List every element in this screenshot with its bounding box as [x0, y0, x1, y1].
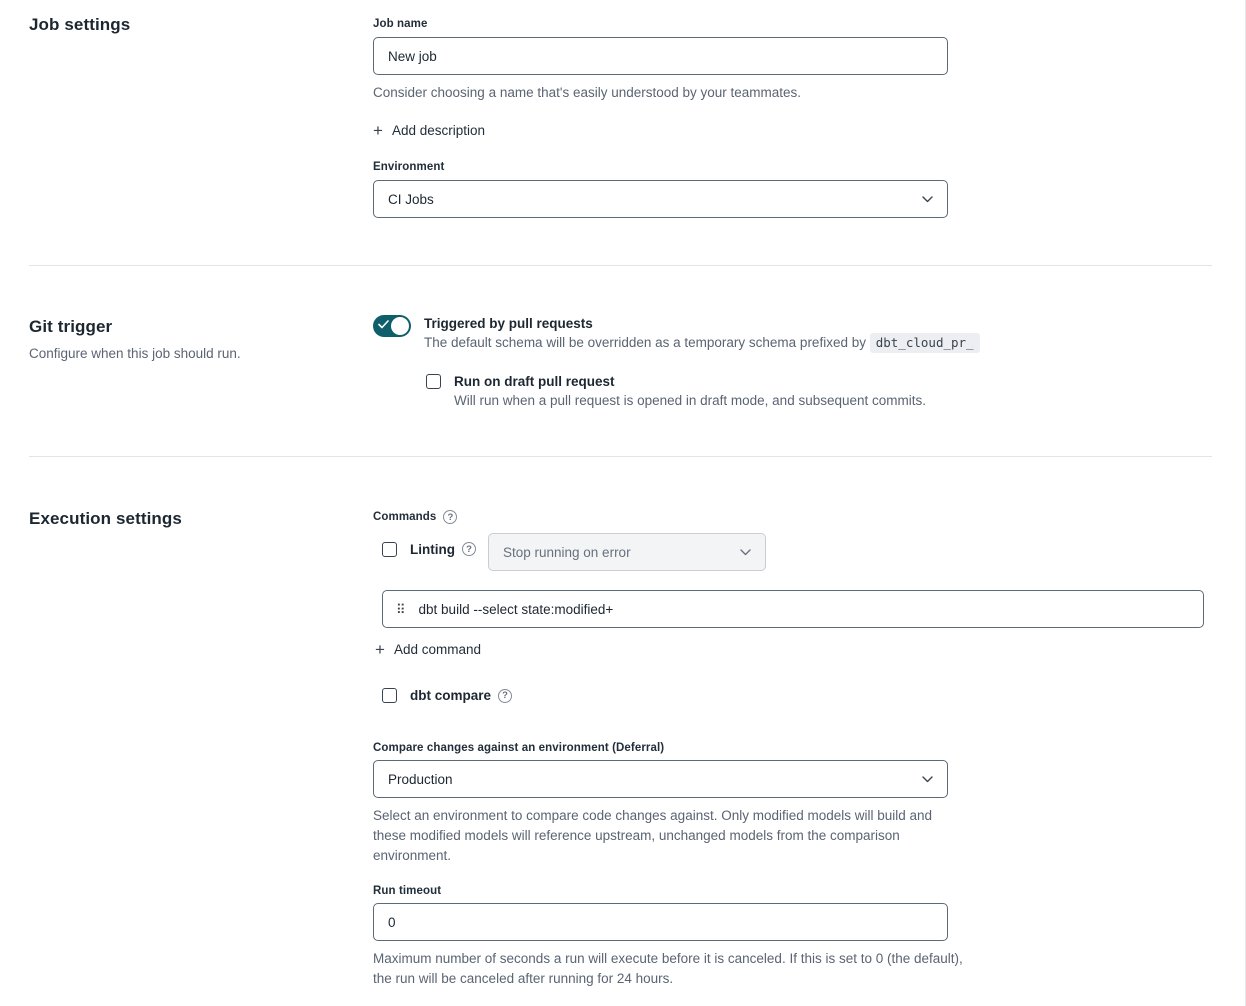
section-git-trigger-header: [29, 314, 373, 411]
pr-trigger-text: [424, 314, 980, 353]
command-input[interactable]: dbt build --select state:modified+: [418, 601, 614, 617]
deferral-select-value: Production: [388, 771, 453, 787]
dbt-compare-row: [382, 686, 1212, 705]
job-name-label: Job name: [373, 18, 428, 30]
schema-prefix-chip: dbt_cloud_pr_: [870, 333, 980, 353]
section-execution-settings-header: [29, 507, 373, 989]
deferral-select[interactable]: [373, 760, 948, 798]
add-description-button[interactable]: [373, 123, 485, 138]
environment-label: Environment: [373, 161, 445, 173]
pr-trigger-label: Triggered by pull requests: [424, 316, 593, 331]
add-description-label: Add description: [391, 123, 485, 138]
run-timeout-input[interactable]: [373, 903, 948, 941]
chevron-down-icon: [922, 196, 933, 203]
draft-pr-checkbox[interactable]: [426, 374, 441, 389]
git-trigger-subtitle: Configure when this job should run.: [29, 346, 241, 361]
section-job-settings-header: [29, 15, 373, 218]
linting-checkbox[interactable]: [382, 542, 397, 557]
add-command-label: Add command: [393, 642, 481, 657]
linting-label: Linting: [410, 541, 455, 557]
section-execution-settings: [0, 457, 1245, 1006]
environment-select-value: CI Jobs: [388, 191, 434, 207]
commands-label-row: [373, 510, 457, 524]
execution-settings-title: Execution settings: [29, 509, 182, 528]
deferral-label: Compare changes against an environment (Deferral): [373, 742, 665, 754]
chevron-down-icon: [740, 549, 751, 556]
draft-pr-help: Will run when a pull request is opened in draft mode, and subsequent commits.: [454, 393, 927, 408]
linting-mode-select-value: Stop running on error: [502, 544, 631, 560]
run-timeout-label: Run timeout: [373, 885, 442, 897]
check-icon: [378, 320, 389, 329]
draft-pr-label: Run on draft pull request: [454, 374, 615, 389]
run-timeout-help: Maximum number of seconds a run will execute before it is canceled. If this is set to 0 (the default), the run will be canceled after running for 24 hours.: [373, 951, 963, 986]
job-settings-title: Job settings: [29, 15, 131, 34]
commands-label: Commands: [373, 511, 437, 523]
pr-trigger-row: [373, 314, 1212, 353]
draft-pr-row: [426, 372, 1212, 411]
pr-trigger-toggle[interactable]: [373, 315, 411, 337]
linting-row: [382, 530, 1212, 568]
plus-icon: +: [373, 121, 383, 140]
section-job-settings-fields: [373, 15, 1212, 218]
section-git-trigger: [0, 266, 1245, 456]
add-command-button[interactable]: [375, 642, 481, 657]
linting-help-icon[interactable]: ?: [462, 542, 476, 556]
dbt-compare-label-wrap: [410, 686, 512, 705]
git-trigger-title: Git trigger: [29, 317, 113, 336]
pr-trigger-help: The default schema will be overridden as a temporary schema prefixed by dbt_cloud_pr_: [424, 333, 980, 353]
toggle-knob: [391, 317, 409, 335]
chevron-down-icon: [922, 776, 933, 783]
job-name-help: Consider choosing a name that's easily understood by your teammates.: [373, 85, 802, 100]
command-row[interactable]: [382, 590, 1204, 628]
section-git-trigger-fields: [373, 314, 1212, 411]
job-name-input[interactable]: [373, 37, 948, 75]
commands-help-icon[interactable]: ?: [443, 510, 457, 524]
environment-select[interactable]: [373, 180, 948, 218]
section-execution-settings-fields: [373, 507, 1212, 989]
linting-mode-select: [488, 533, 766, 571]
plus-icon: +: [375, 640, 385, 659]
draft-pr-text: [454, 372, 926, 411]
dbt-compare-checkbox[interactable]: [382, 688, 397, 703]
drag-handle-icon[interactable]: ⠿: [396, 601, 406, 617]
deferral-help: Select an environment to compare code changes against. Only modified models will build and these modified models will reference upstream, unchanged models from the comparison environment.: [373, 808, 933, 863]
dbt-compare-label: dbt compare: [410, 688, 492, 703]
dbt-compare-help-icon[interactable]: ?: [498, 689, 512, 703]
section-job-settings: [0, 0, 1245, 265]
